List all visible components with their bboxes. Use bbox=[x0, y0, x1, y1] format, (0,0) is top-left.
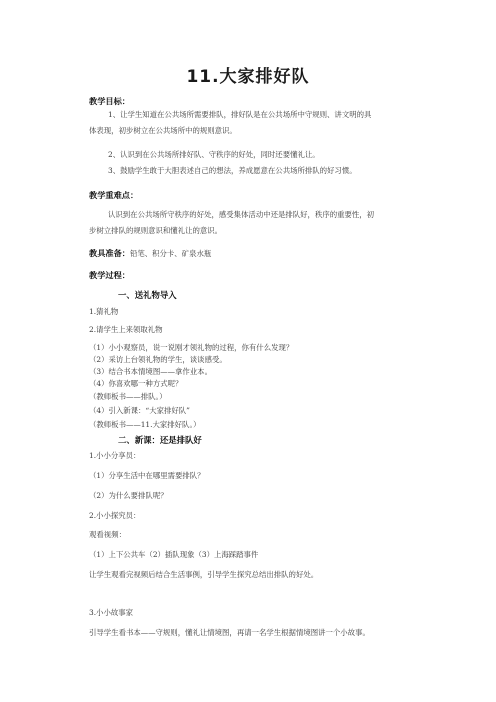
section-2-line: 观看视频： bbox=[89, 530, 126, 539]
section-2-line: 1.小小分享员： bbox=[89, 451, 141, 460]
key-points-line-1: 认识到在公共场所守秩序的好处，感受集体活动中还是排队好，秩序的重要性，初 bbox=[108, 210, 375, 219]
objective-3: 3、鼓励学生敢于大胆表述自己的想法，养成愿意在公共场所排队的好习惯。 bbox=[108, 166, 357, 175]
objective-1-line-1: 1、让学生知道在公共场所需要排队，排好队是在公共场所中守规则、讲文明的具 bbox=[108, 110, 372, 119]
section-1-line: （4）引入新课：“大家排好队” bbox=[89, 406, 190, 415]
section-2-line: 2.小小探究员： bbox=[89, 511, 141, 520]
objective-2: 2、认识到在公共场所排好队、守秩序的好处，同时还要懂礼让。 bbox=[108, 150, 320, 159]
section-1-heading: 一、送礼物导入 bbox=[118, 290, 177, 300]
materials-label: 教具准备： bbox=[89, 248, 130, 258]
section-1-line: （4）你喜欢哪一种方式呢？ bbox=[89, 379, 183, 388]
section-1-line: （3）结合书本情境图——拿作业本。 bbox=[89, 367, 212, 376]
section-1-line: 1.猜礼物 bbox=[89, 307, 119, 316]
section-2-line: 3.小小故事家 bbox=[89, 608, 134, 617]
section-2-line: （1）上下公共车（2）插队现象（3）上海踩踏事件 bbox=[89, 550, 259, 559]
document-title: 11.大家排好队 bbox=[186, 67, 310, 87]
section-2-heading: 二、新课：还是排队好 bbox=[118, 435, 202, 445]
section-1-line: （教师板书——排队。） bbox=[89, 392, 167, 401]
key-points-line-2: 步树立排队的规则意识和懂礼让的意识。 bbox=[89, 226, 223, 235]
objectives-heading: 教学目标： bbox=[89, 96, 130, 106]
section-1-line: （2）采访上台领礼物的学生，谈谈感受。 bbox=[89, 355, 227, 364]
section-2-line: （2）为什么要排队呢？ bbox=[89, 491, 168, 500]
materials-heading bbox=[89, 248, 211, 259]
section-2-line: 引导学生看书本——守规则，懂礼让情境图，再请一名学生根据情境图讲一个小故事。 bbox=[89, 628, 370, 637]
section-1-line: （教师板书——11.大家排好队。） bbox=[89, 420, 201, 429]
objective-1-line-2: 体表现，初步树立在公共场所中的规则意识。 bbox=[89, 126, 237, 135]
key-points-heading: 教学重难点： bbox=[89, 190, 139, 200]
section-2-line: 让学生观看完视频后结合生活事例，引导学生探究总结出排队的好处。 bbox=[89, 570, 319, 579]
process-heading: 教学过程： bbox=[89, 270, 130, 280]
section-1-line: （1）小小观察员，说一说刚才领礼物的过程，你有什么发现？ bbox=[89, 343, 294, 352]
section-1-line: 2.请学生上来领取礼物 bbox=[89, 325, 163, 334]
section-2-line: （1）分享生活中在哪里需要排队？ bbox=[89, 471, 205, 480]
materials-text: 铅笔、积分卡、矿泉水瓶 bbox=[129, 249, 212, 258]
